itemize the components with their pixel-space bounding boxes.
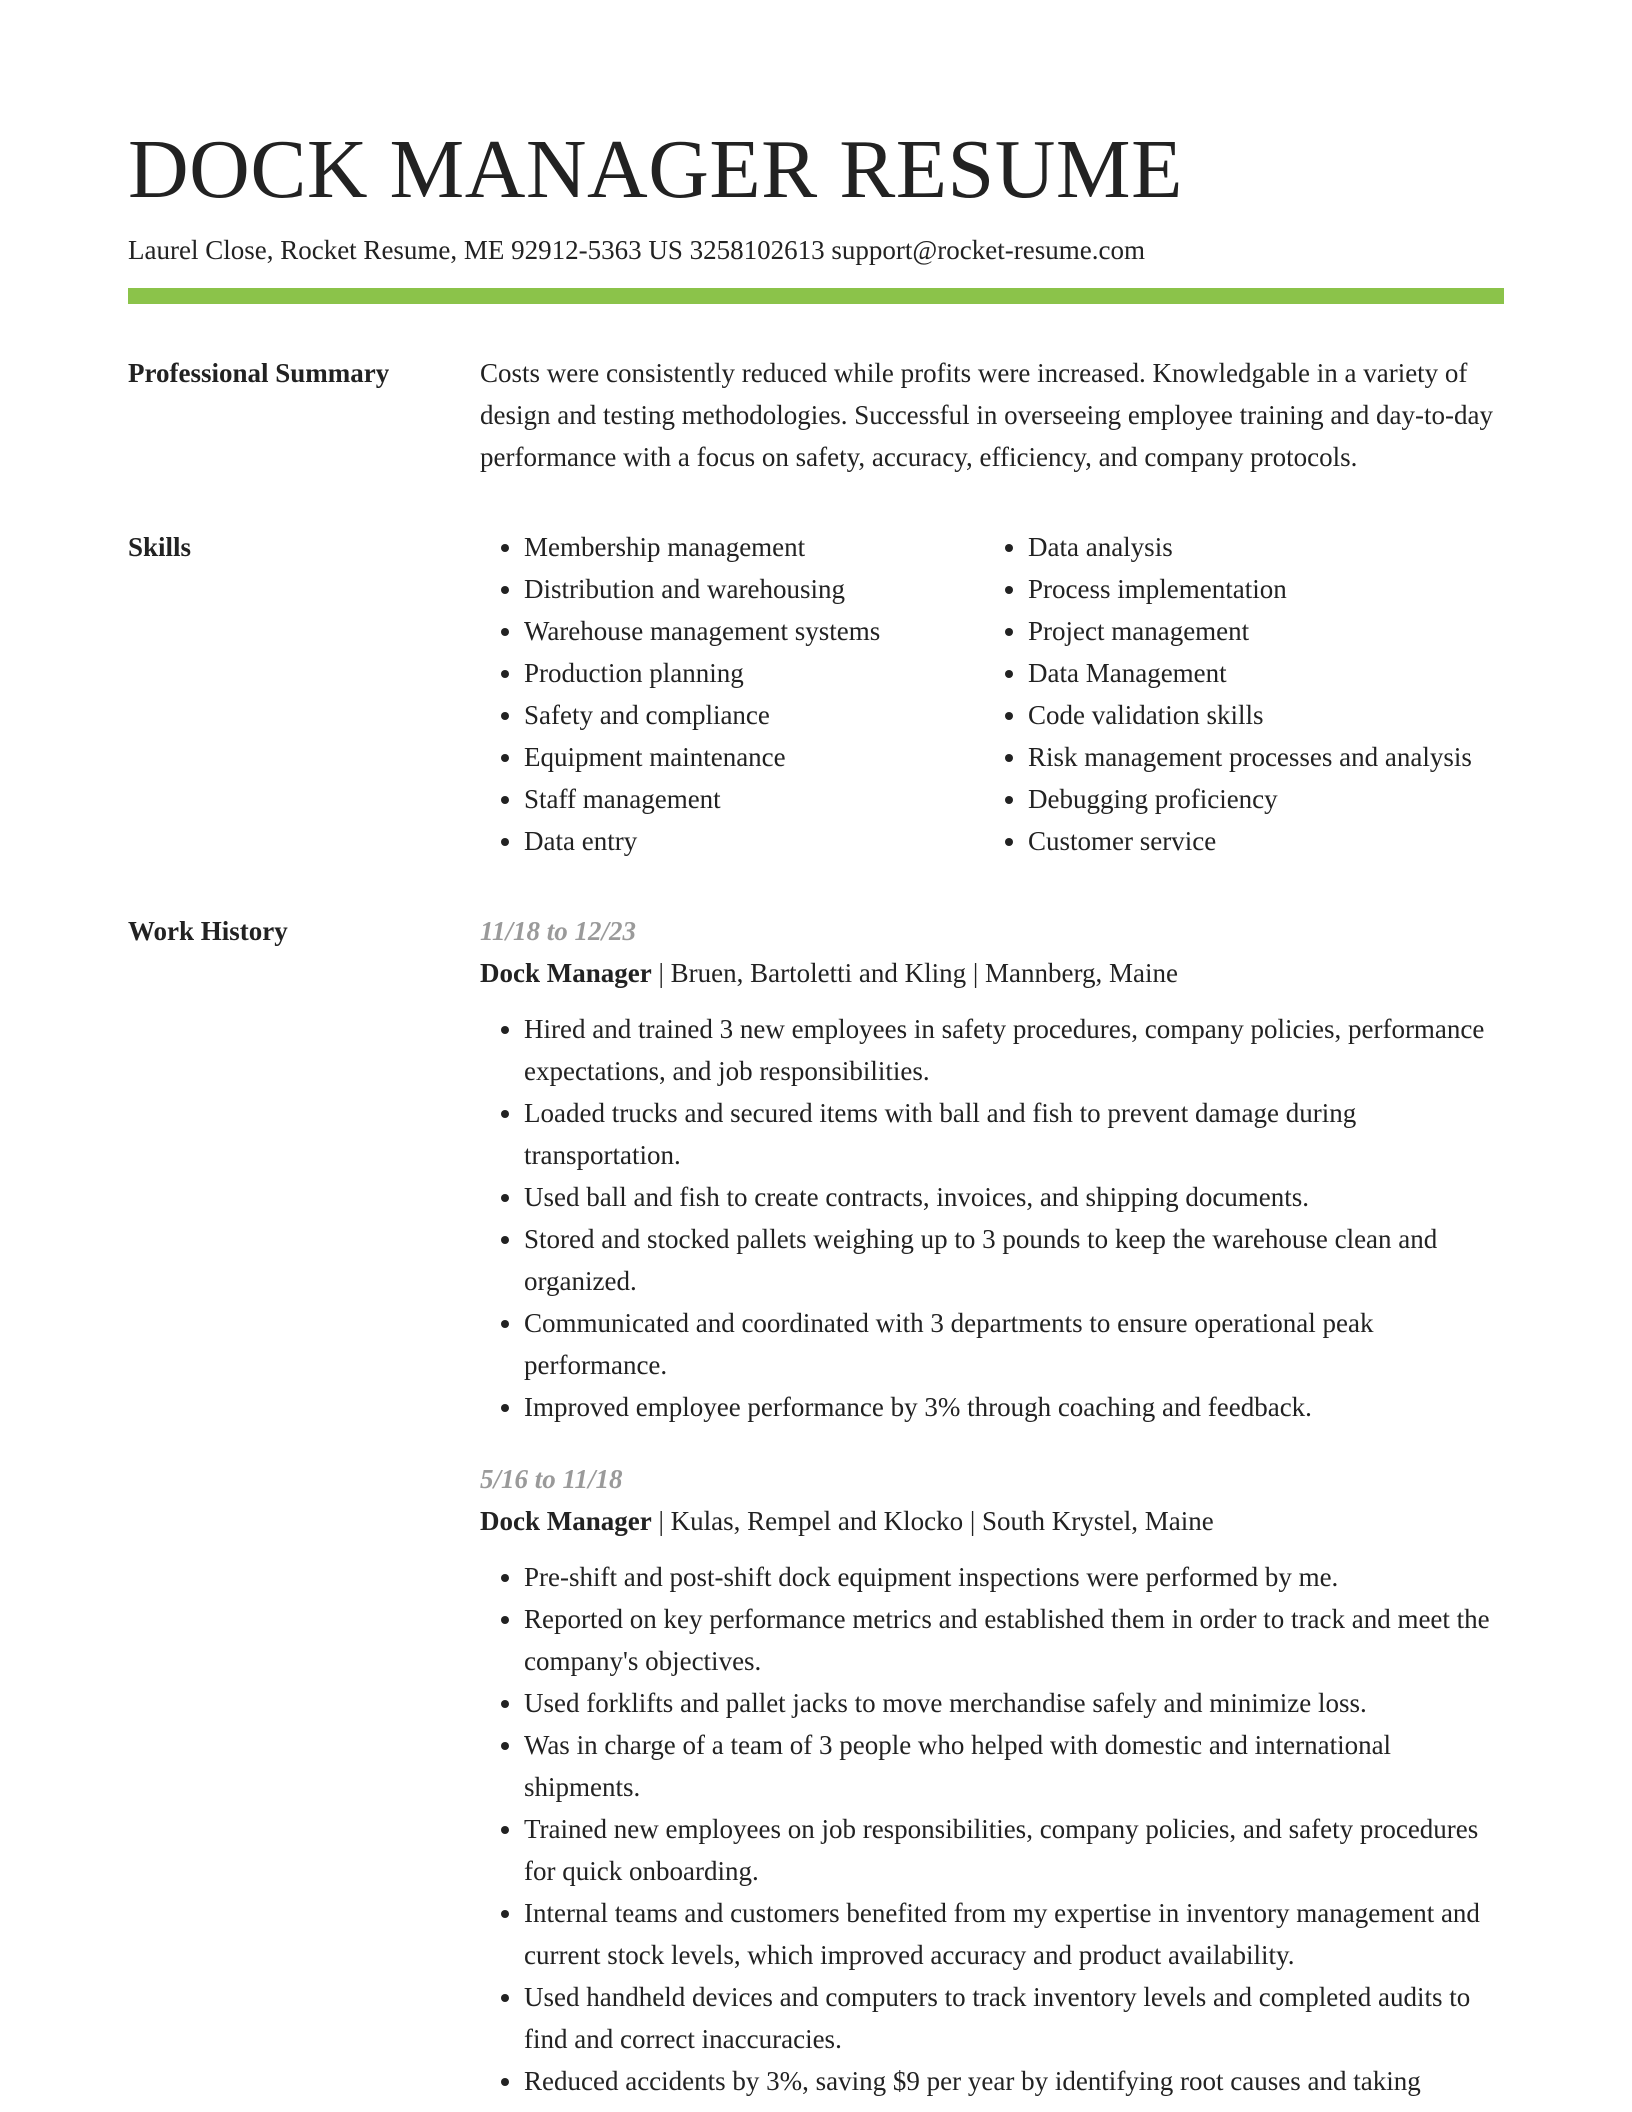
skills-section bbox=[128, 526, 1504, 862]
skill-item: • Code validation skills bbox=[1028, 694, 1548, 736]
skill-item: • Production planning bbox=[524, 652, 984, 694]
job-heading bbox=[480, 952, 1504, 994]
skill-item: • Membership management bbox=[524, 526, 984, 568]
job-bullet: • Stored and stocked pallets weighing up to 3 pounds to keep the warehouse clean and organized. bbox=[524, 1218, 1504, 1302]
skill-item: • Project management bbox=[1028, 610, 1548, 652]
job-heading bbox=[480, 1500, 1504, 1542]
job-bullets bbox=[480, 1556, 1504, 2102]
job-bullet: • Used ball and fish to create contracts, invoices, and shipping documents. bbox=[524, 1176, 1504, 1218]
accent-divider bbox=[128, 288, 1504, 304]
skill-item: • Safety and compliance bbox=[524, 694, 984, 736]
skill-item: • Data Management bbox=[1028, 652, 1548, 694]
job-bullet: • Pre-shift and post-shift dock equipment inspections were performed by me. bbox=[524, 1556, 1504, 1598]
skill-item: • Equipment maintenance bbox=[524, 736, 984, 778]
section-title-skills: Skills bbox=[128, 532, 192, 562]
job-bullet: • Improved employee performance by 3% through coaching and feedback. bbox=[524, 1386, 1504, 1428]
skill-item: • Risk management processes and analysis bbox=[1028, 736, 1548, 778]
job-bullet: • Internal teams and customers benefited from my expertise in inventory management and current stock levels, which improved accuracy and product availability. bbox=[524, 1892, 1504, 1976]
skill-item: • Warehouse management systems bbox=[524, 610, 984, 652]
skill-item: • Data analysis bbox=[1028, 526, 1548, 568]
job-employer-location: | Kulas, Rempel and Klocko | South Krystel, Maine bbox=[651, 1506, 1214, 1536]
section-title-summary: Professional Summary bbox=[128, 358, 390, 388]
skill-item: • Data entry bbox=[524, 820, 984, 862]
job-bullet: • Reported on key performance metrics and established them in order to track and meet the company's objectives. bbox=[524, 1598, 1504, 1682]
job-bullet: • Was in charge of a team of 3 people who helped with domestic and international shipments. bbox=[524, 1724, 1504, 1808]
skill-item: • Debugging proficiency bbox=[1028, 778, 1548, 820]
job-bullet: • Loaded trucks and secured items with ball and fish to prevent damage during transportation. bbox=[524, 1092, 1504, 1176]
job-bullet: • Trained new employees on job responsibilities, company policies, and safety procedures for quick onboarding. bbox=[524, 1808, 1504, 1892]
job-bullet: • Communicated and coordinated with 3 departments to ensure operational peak performance. bbox=[524, 1302, 1504, 1386]
job-dates: 11/18 to 12/23 bbox=[480, 916, 637, 946]
skill-item: • Staff management bbox=[524, 778, 984, 820]
section-title-work-history: Work History bbox=[128, 916, 288, 946]
summary-body bbox=[480, 352, 1504, 478]
resume-page bbox=[128, 0, 1504, 2102]
resume-title: DOCK MANAGER RESUME bbox=[128, 123, 1183, 216]
work-history-section bbox=[128, 910, 1504, 2102]
job-title: Dock Manager bbox=[480, 958, 652, 988]
job-title: Dock Manager bbox=[480, 1506, 652, 1536]
job-employer-location: | Bruen, Bartoletti and Kling | Mannberg, Maine bbox=[651, 958, 1178, 988]
job-bullets bbox=[480, 1008, 1504, 1428]
skills-list-right bbox=[984, 526, 1548, 862]
summary-section bbox=[128, 352, 1504, 478]
skill-item: • Distribution and warehousing bbox=[524, 568, 984, 610]
job-entry bbox=[480, 910, 1504, 1428]
skills-body bbox=[480, 526, 1548, 862]
skills-list-left bbox=[480, 526, 984, 862]
job-entry bbox=[480, 1458, 1504, 2102]
work-history-body bbox=[480, 910, 1504, 2102]
job-bullet: • Used forklifts and pallet jacks to move merchandise safely and minimize loss. bbox=[524, 1682, 1504, 1724]
skill-item: • Process implementation bbox=[1028, 568, 1548, 610]
job-dates: 5/16 to 11/18 bbox=[480, 1464, 623, 1494]
summary-text: Costs were consistently reduced while profits were increased. Knowledgable in a variety of design and testing methodologies. Successful in overseeing employee training and day-to-day performance with a focus on safety, accuracy, efficiency, and company protocols. bbox=[480, 358, 1494, 472]
job-bullet: • Used handheld devices and computers to track inventory levels and completed audits to find and correct inaccuracies. bbox=[524, 1976, 1504, 2060]
job-bullet: • Hired and trained 3 new employees in safety procedures, company policies, performance expectations, and job responsibilities. bbox=[524, 1008, 1504, 1092]
job-bullet: • Reduced accidents by 3%, saving $9 per year by identifying root causes and taking bbox=[524, 2060, 1504, 2102]
contact-info: Laurel Close, Rocket Resume, ME 92912-5363 US 3258102613 support@rocket-resume.com bbox=[128, 235, 1145, 265]
skill-item: • Customer service bbox=[1028, 820, 1548, 862]
